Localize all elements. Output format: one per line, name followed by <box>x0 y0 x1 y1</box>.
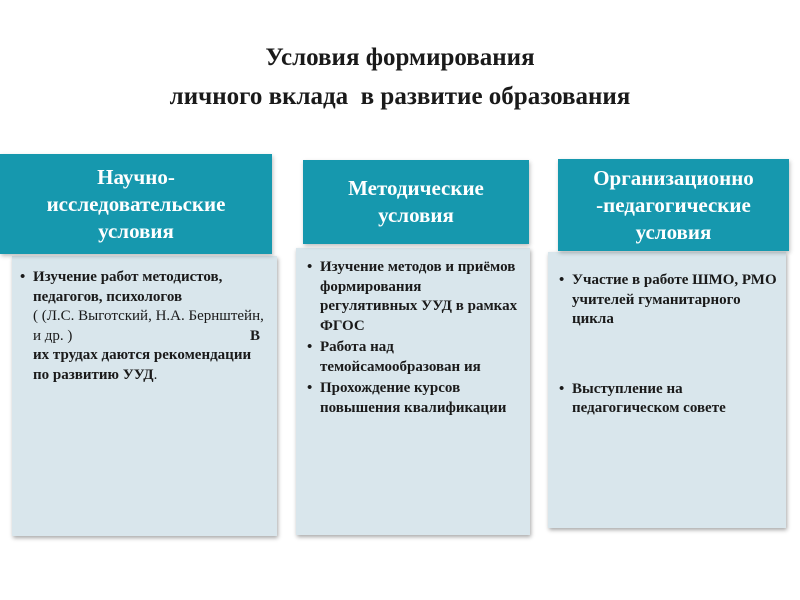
title-line-1: Условия формирования <box>265 44 535 71</box>
header-line: условия <box>98 218 174 243</box>
organizational-conditions-header <box>558 159 789 251</box>
list-item <box>20 268 268 385</box>
list-item: • Прохождение курсов повышения квалификации <box>307 379 519 418</box>
item-bold-letter: В <box>249 327 260 344</box>
methodical-conditions-list <box>307 258 519 420</box>
header-line: Организационно <box>593 165 754 190</box>
header-line: Научно- <box>97 164 175 189</box>
page-title <box>0 38 800 116</box>
header-line: условия <box>378 203 454 227</box>
list-item: • Участие в работе ШМО, РМО учителей гуманитарного цикла <box>559 271 781 330</box>
header-line: -педагогические <box>596 192 751 217</box>
research-conditions-list <box>20 268 268 385</box>
header-line: исследовательские <box>46 191 226 216</box>
item-lead-text: Изучение работ методистов, педагогов, психологов <box>33 269 223 305</box>
organizational-conditions-list <box>559 271 781 419</box>
methodical-conditions-header <box>303 160 529 244</box>
list-item: • Изучение методов и приёмов формирования регулятивных УУД в рамках ФГОС <box>307 258 519 336</box>
research-conditions-header <box>0 154 272 254</box>
list-item: • Выступление на педагогическом совете <box>559 380 781 419</box>
list-item: • Работа над темойсамообразован ия <box>307 338 519 377</box>
item-rest-text: их трудах даются рекомендации по развитию УУД <box>33 347 252 383</box>
authors-text: ( (Л.С. Выготский, Н.А. Бернштейн, и др. ) <box>33 308 264 344</box>
header-line: Методические <box>348 176 484 200</box>
header-line: условия <box>635 219 712 244</box>
item-end-text: . <box>153 366 158 383</box>
title-line-2: личного вклада в развитие образования <box>169 83 631 110</box>
